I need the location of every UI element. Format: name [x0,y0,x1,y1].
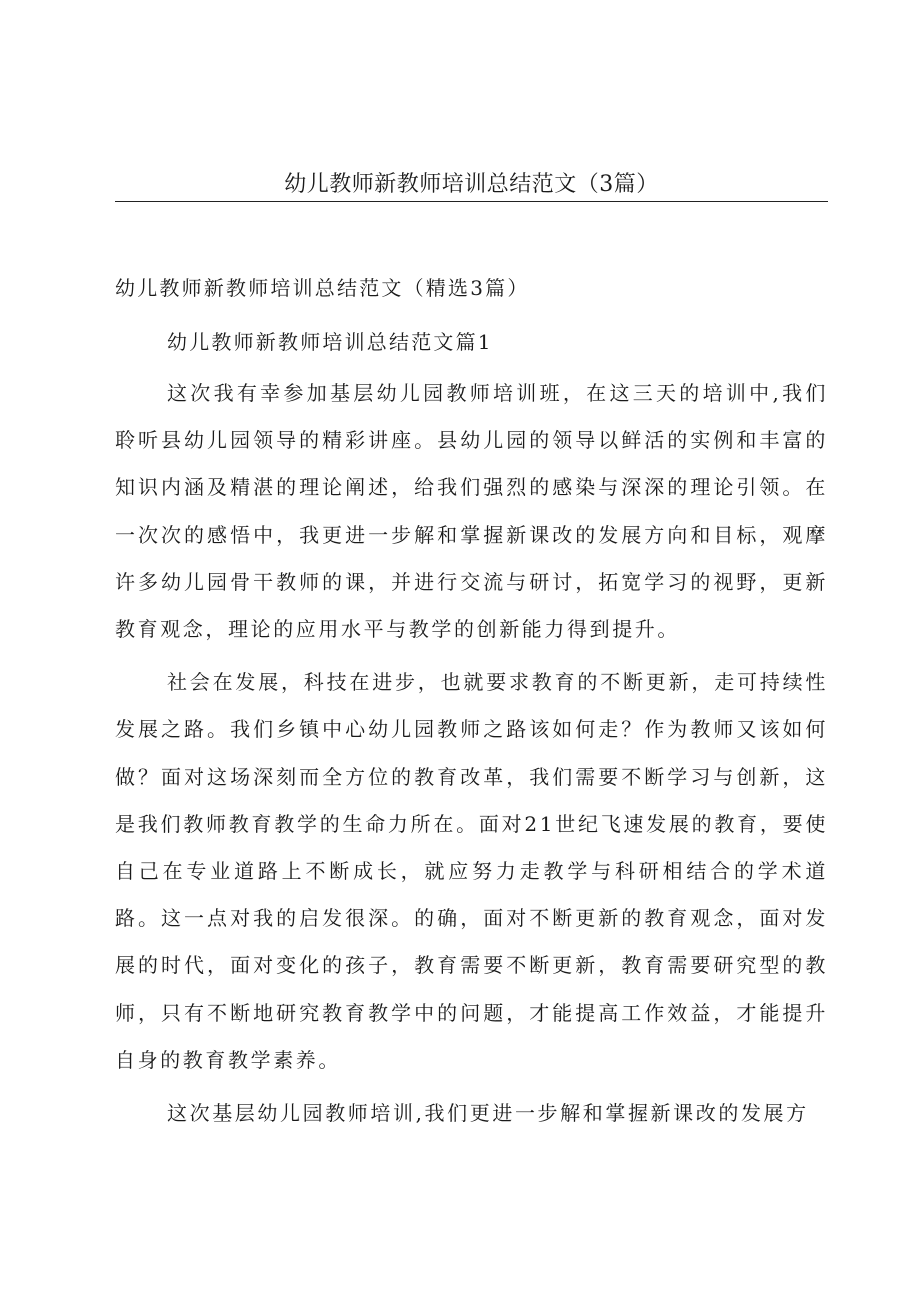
section-title: 幼儿教师新教师培训总结范文篇1 [167,330,493,354]
page-header [115,168,828,202]
header-rule [115,201,828,202]
paragraph-3: 这次基层幼儿园教师培训,我们更进一步解和掌握新课改的发展方 [167,1101,809,1126]
document-body [115,268,828,1137]
paragraph-2: 社会在发展，科技在进步，也就要求教育的不断更新，走可持续性发展之路。我们乡镇中心幼儿园教师之路该如何走？作为教师又该如何做？面对这场深刻而全方位的教育改革，我们需要不断学习与创新，这是我们教师教育教学的生命力所在。面对21世纪飞速发展的教育，要使自己在专业道路上不断成长，就应努力走教学与科研相结合的学术道路。这一点对我的启发很深。的确，面对不断更新的教育观念，面对发展的时代，面对变化的孩子，教育需要不断更新，教育需要研究型的教师，只有不断地研究教育教学中的问题，才能提高工作效益，才能提升自身的教育教学素养。 [115,670,828,1072]
document-subtitle: 幼儿教师新教师培训总结范文（精选3篇） [115,276,530,300]
header-title: 幼儿教师新教师培训总结范文（3篇） [284,172,659,197]
paragraph-1: 这次我有幸参加基层幼儿园教师培训班，在这三天的培训中,我们聆听县幼儿园领导的精彩讲座。县幼儿园的领导以鲜活的实例和丰富的知识内涵及精湛的理论阐述，给我们强烈的感染与深深的理论引领。在一次次的感悟中，我更进一步解和掌握新课改的发展方向和目标，观摩许多幼儿园骨干教师的课，并进行交流与研讨，拓宽学习的视野，更新教育观念，理论的应用水平与教学的创新能力得到提升。 [115,381,828,642]
